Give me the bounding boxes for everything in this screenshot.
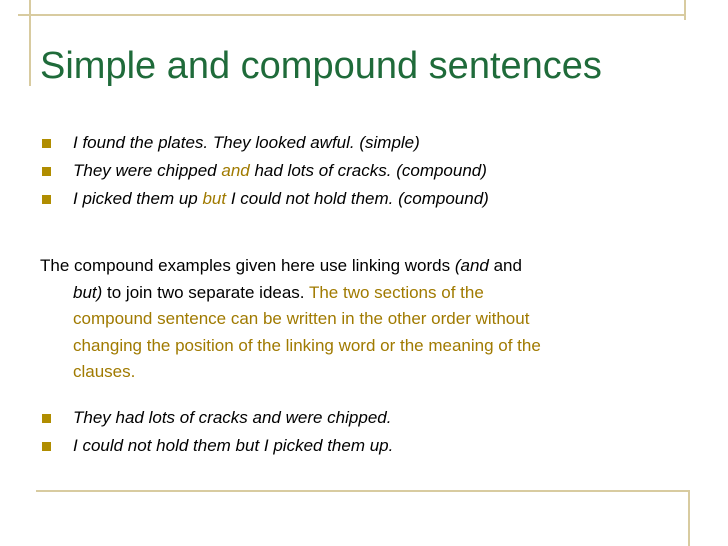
square-bullet-icon [42,442,51,451]
bullet-item: I could not hold them but I picked them up. [42,432,393,460]
left-rule [29,14,31,86]
slide-title: Simple and compound sentences [40,45,602,87]
bullet-item: I found the plates. They looked awful. (simple) [42,129,489,157]
square-bullet-icon [42,167,51,176]
bullet-item: I picked them up but I could not hold them. (compound) [42,185,489,213]
top-rule [18,14,686,16]
square-bullet-icon [42,414,51,423]
bullet-item: They had lots of cracks and were chipped. [42,404,393,432]
bullet-item: They were chipped and had lots of cracks. (compound) [42,157,489,185]
square-bullet-icon [42,139,51,148]
bottom-rule [36,490,690,492]
explanation-paragraph: The compound examples given here use linking words (and and but) to join two separate ideas. The two sections of the compound sentence can be written in the other order without changing the position of the linking word or the meaning of the clauses. [40,256,541,381]
right-corner-tick [684,0,686,20]
example-bullet-list [42,129,489,213]
linking-word: and [221,161,250,180]
bottom-right-tick [688,490,690,546]
reordered-bullet-list [42,404,393,460]
square-bullet-icon [42,195,51,204]
linking-word: but [202,189,227,208]
